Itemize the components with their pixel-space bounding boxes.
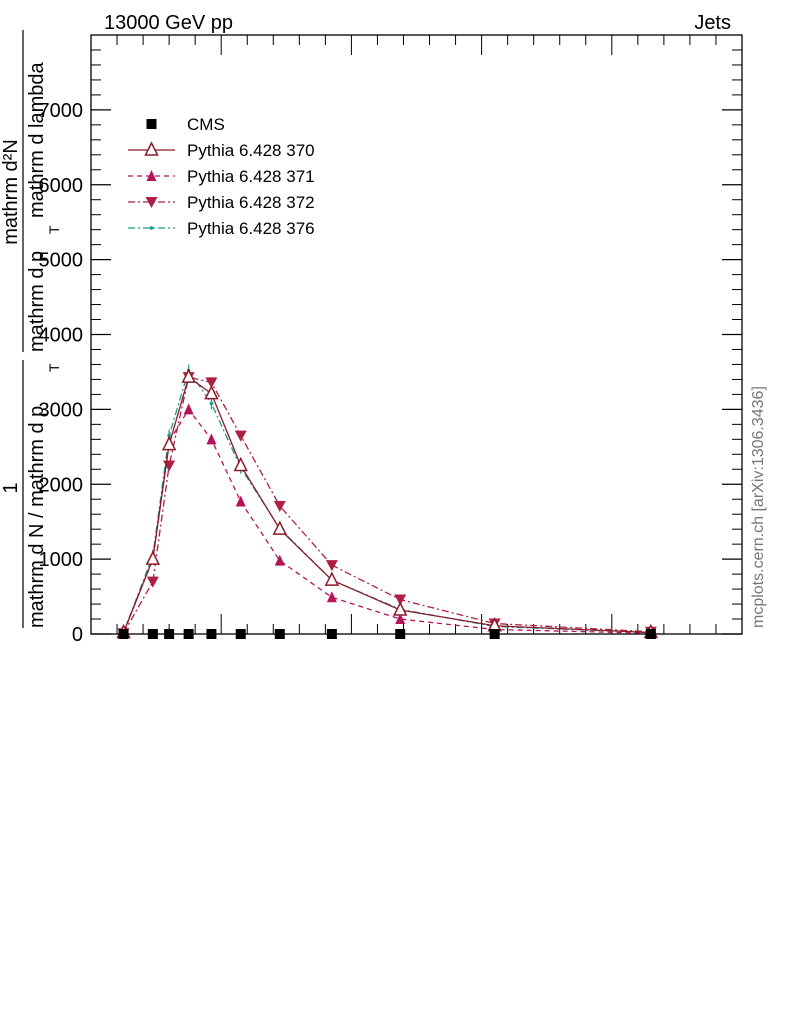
ylabel-frac-num: mathrm d²N <box>0 139 22 245</box>
data-point <box>395 629 405 639</box>
legend-entry <box>128 193 315 212</box>
data-point <box>646 629 656 639</box>
data-point <box>184 629 194 639</box>
data-point <box>150 226 154 230</box>
legend-entry <box>128 141 315 160</box>
data-point <box>147 552 159 564</box>
y-tick-label: 2000 <box>38 474 83 497</box>
data-point <box>327 591 337 602</box>
data-point <box>206 629 216 639</box>
y-tick-label: 7000 <box>38 99 83 122</box>
data-point <box>164 629 174 639</box>
legend-label: Pythia 6.428 376 <box>187 219 315 238</box>
watermark: mcplots.cern.ch [arXiv:1306.3436] <box>750 386 767 628</box>
data-point <box>327 629 337 639</box>
y-tick-label: 5000 <box>38 249 83 272</box>
data-point <box>235 459 247 471</box>
ylabel-frac-den: mathrm d p <box>26 250 48 352</box>
series-3 <box>118 372 657 639</box>
data-point <box>235 431 247 442</box>
legend-entry <box>128 219 315 238</box>
series-line <box>124 377 651 632</box>
ylabel-frac-tail: mathrm d lambda <box>26 62 48 218</box>
data-point <box>210 402 214 406</box>
series-line <box>124 409 651 633</box>
header-right: Jets <box>694 12 731 34</box>
data-point <box>236 629 246 639</box>
data-point <box>205 387 217 399</box>
data-point <box>326 573 338 585</box>
y-tick-label: 3000 <box>38 399 83 422</box>
series-1 <box>118 370 657 637</box>
data-point <box>275 629 285 639</box>
data-point <box>148 629 158 639</box>
series-4 <box>122 364 653 638</box>
axes <box>39 35 743 646</box>
ylabel-frac-sub: T <box>46 225 62 234</box>
data-point <box>236 495 246 506</box>
data-point <box>147 577 159 588</box>
data-point <box>490 629 500 639</box>
data-point <box>183 370 195 382</box>
legend-label: CMS <box>187 115 225 134</box>
data-point <box>206 433 216 444</box>
series-line <box>124 377 651 633</box>
data-series <box>118 364 657 639</box>
legend-entry <box>128 167 315 186</box>
ylabel-prefactor-sub: T <box>46 363 62 372</box>
data-point <box>146 143 158 155</box>
y-tick-label: 4000 <box>38 324 83 347</box>
legend <box>128 115 315 238</box>
data-point <box>326 560 338 571</box>
legend-label: Pythia 6.428 371 <box>187 167 315 186</box>
y-tick-label: 0 <box>71 624 83 646</box>
legend-label: Pythia 6.428 370 <box>187 141 315 160</box>
ylabel-prefactor-num: 1 <box>0 482 22 494</box>
data-point <box>274 522 286 534</box>
legend-entry <box>147 115 225 134</box>
y-tick-label: 6000 <box>38 174 83 197</box>
data-point <box>394 603 406 615</box>
header-left: 13000 GeV pp <box>104 12 233 34</box>
y-tick-label: 1000 <box>38 549 83 572</box>
data-point <box>119 629 129 639</box>
data-point <box>184 403 194 414</box>
legend-label: Pythia 6.428 372 <box>187 193 315 212</box>
ylabel-prefactor-den: mathrm d N / mathrm d p <box>26 405 48 628</box>
data-point <box>147 119 157 129</box>
series-2 <box>119 403 656 638</box>
